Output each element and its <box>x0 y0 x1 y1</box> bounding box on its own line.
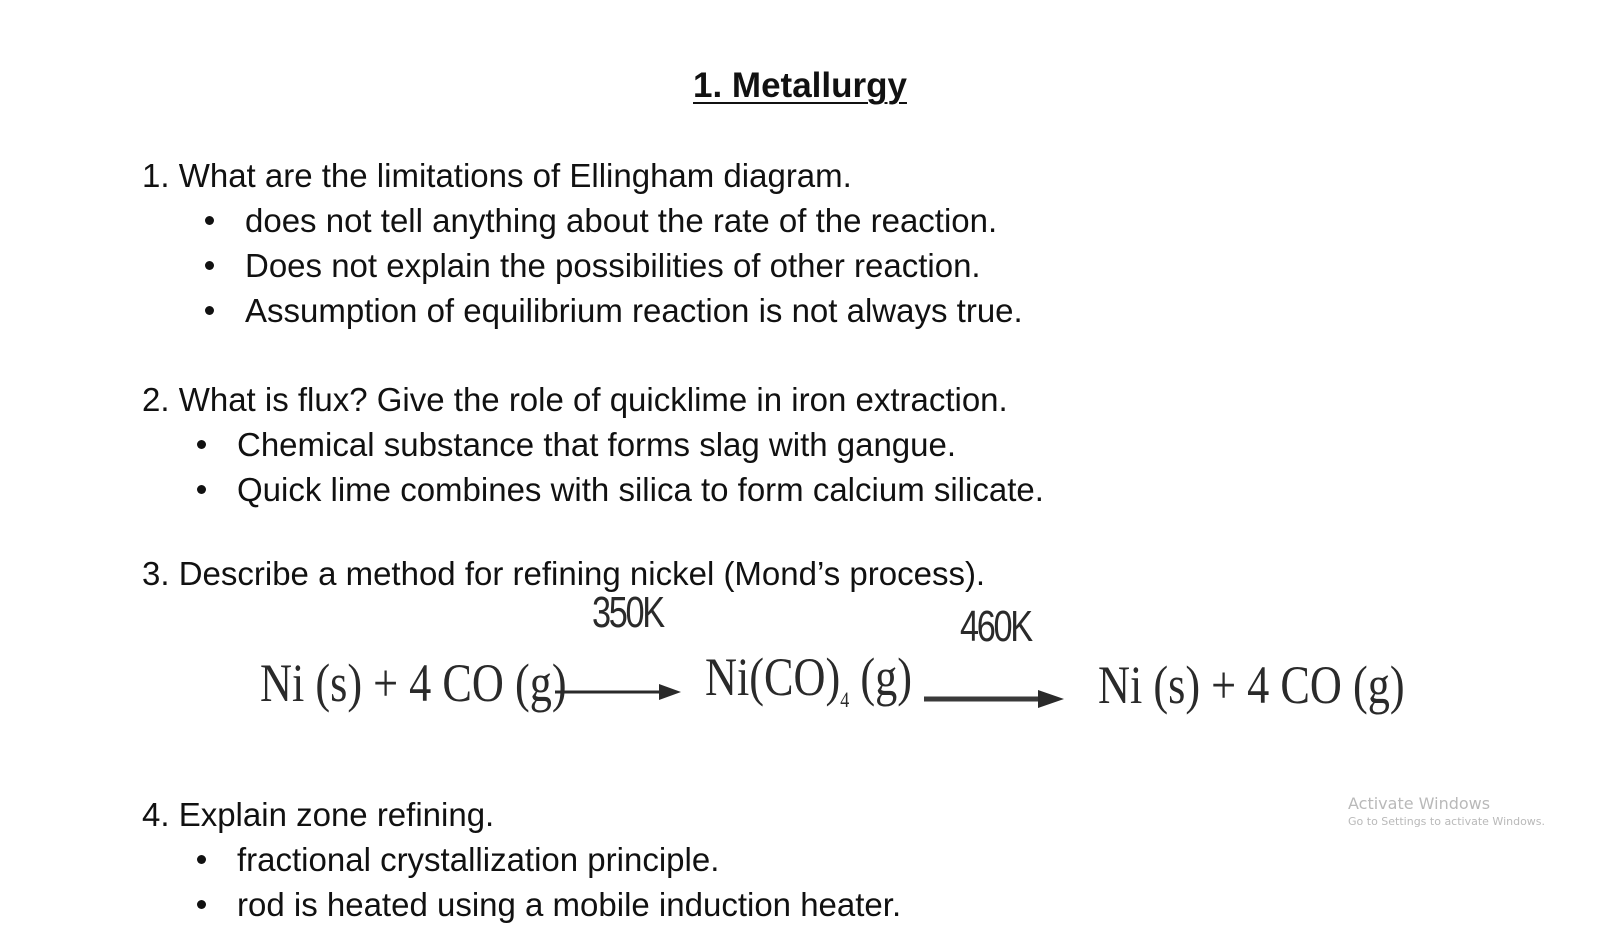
equation-products: Ni (s) + 4 CO (g) <box>1098 655 1405 715</box>
question-2: 2. What is flux? Give the role of quicklime in iron extraction. <box>142 381 1008 418</box>
bullet-icon <box>197 485 206 494</box>
reaction-arrow-2-icon <box>924 686 1066 712</box>
list-item: rod is heated using a mobile induction heater. <box>237 882 901 927</box>
bullet-icon <box>197 900 206 909</box>
list-item: does not tell anything about the rate of the reaction. <box>245 198 1023 243</box>
equation-reactants: Ni (s) + 4 CO (g) <box>260 653 567 713</box>
watermark-subtitle: Go to Settings to activate Windows. <box>1348 815 1546 828</box>
list-item: Does not explain the possibilities of other reaction. <box>245 243 1023 288</box>
step1-temperature: 350K <box>592 588 663 637</box>
bullet-icon <box>197 440 206 449</box>
bullet-icon <box>197 855 206 864</box>
mond-process-equation <box>0 588 1600 750</box>
bullet-icon <box>205 216 214 225</box>
bullet-icon <box>205 261 214 270</box>
document-title: 1. Metallurgy <box>693 66 907 105</box>
list-item: Assumption of equilibrium reaction is not always true. <box>245 288 1023 333</box>
activate-windows-watermark <box>1348 794 1545 830</box>
question-4-answers <box>237 837 901 927</box>
equation-intermediate: $Ni(CO)_4$ (g) <box>705 647 913 712</box>
bullet-icon <box>205 306 214 315</box>
list-item: fractional crystallization principle. <box>237 837 901 882</box>
question-4: 4. Explain zone refining. <box>142 796 495 833</box>
question-1: 1. What are the limitations of Ellingham diagram. <box>142 157 852 194</box>
reaction-arrow-1-icon <box>555 680 685 704</box>
step2-temperature: 460K <box>960 602 1031 651</box>
question-1-answers <box>245 198 1023 333</box>
list-item: Chemical substance that forms slag with gangue. <box>237 422 1044 467</box>
watermark-title: Activate Windows <box>1348 794 1491 813</box>
question-3: 3. Describe a method for refining nickel (Mond’s process). <box>142 555 986 592</box>
question-2-answers <box>237 422 1044 512</box>
list-item: Quick lime combines with silica to form calcium silicate. <box>237 467 1044 512</box>
